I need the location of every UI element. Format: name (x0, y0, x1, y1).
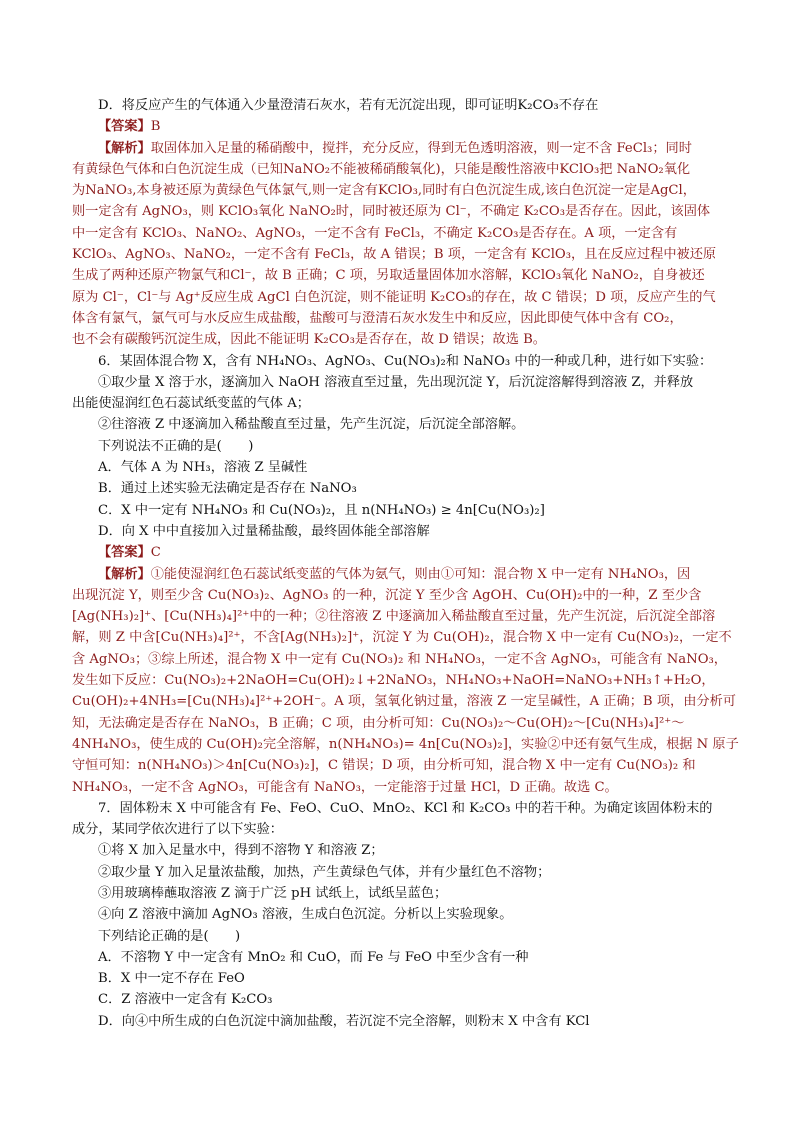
analysis-line: NH₄NO₃，一定不含 AgNO₃，可能含有 NaNO₃，一定能溶于过量 HCl，D 正确。故选 C。 (72, 779, 618, 795)
analysis-line: 体含有氯气，氯气可与水反应生成盐酸，盐酸可与澄清石灰水发生中和反应，因此即使气体中含有 CO₂， (72, 310, 683, 326)
question-line: ①取少量 X 溶于水，逐滴加入 NaOH 溶液直至过量，先出现沉淀 Y，后沉淀溶解得到溶液 Z，并释放 (98, 374, 694, 390)
analysis-line: 解，则 Z 中含[Cu(NH₃)₄]²⁺，不含[Ag(NH₃)₂]⁺，沉淀 Y 为 Cu(OH)₂，混合物 X 中一定有 Cu(NO₃)₂，一定不 (72, 630, 732, 646)
answer-value: C (150, 545, 161, 561)
document-page (72, 95, 739, 1032)
analysis-line: KClO₃、AgNO₃、NaNO₂，一定不含有 FeCl₃，故 A 错误；B 项，一定含有 KClO₃，且在反应过程中被还原 (72, 247, 717, 263)
analysis-line: 出现沉淀 Y，则至少含 Cu(NO₃)₂、AgNO₃ 的一种，沉淀 Y 至少含 AgOH、Cu(OH)₂中的一种，Z 至少含 (72, 587, 702, 603)
question-line: 下列说法不正确的是( ) (98, 438, 254, 454)
option-c: C．X 中一定有 NH₄NO₃ 和 Cu(NO₃)₂，且 n(NH₄NO₃) ≥ 4n[Cu(NO₃)₂] (98, 502, 545, 518)
q6-analysis (72, 564, 739, 798)
analysis-line (72, 138, 726, 159)
q7-options (72, 947, 726, 1032)
analysis-line: 原为 Cl⁻，Cl⁻与 Ag⁺反应生成 AgCl 白色沉淀，则不能证明 K₂CO₃的存在，故 C 错误；D 项，反应产生的气 (72, 289, 716, 305)
q5-analysis (72, 138, 726, 351)
option-b: B．通过上述实验无法确定是否存在 NaNO₃ (98, 481, 357, 497)
analysis-label: 【解析】 (98, 566, 151, 582)
question-line: ②取少量 Y 加入足量浓盐酸，加热，产生黄绿色气体，并有少量红色不溶物； (98, 864, 551, 880)
answer-label: 【答案】 (98, 119, 151, 135)
q5-answer (72, 116, 726, 137)
analysis-line: 发生如下反应：Cu(NO₃)₂+2NaOH=Cu(OH)₂↓+2NaNO₃，NH₄NO₃+NaOH=NaNO₃+NH₃↑+H₂O， (72, 673, 715, 689)
question-line: 6．某固体混合物 X，含有 NH₄NO₃、AgNO₃、Cu(NO₃)₂和 NaNO₃ 中的一种或几种，进行如下实验： (98, 353, 713, 369)
analysis-line: 生成了两种还原产物氯气和Cl⁻，故 B 正确；C 项，另取适量固体加水溶解，KClO₃氧化 NaNO₂，自身被还 (72, 268, 705, 284)
analysis-line: 为NaNO₃,本身被还原为黄绿色气体氯气,则一定含有KClO₃,同时有白色沉淀生成,该白色沉淀一定是AgCl， (72, 183, 696, 199)
question-line: 出能使湿润红色石蕊试纸变蓝的气体 A； (72, 396, 310, 412)
option-d: D．向④中所生成的白色沉淀中滴加盐酸，若沉淀不完全溶解，则粉末 X 中含有 KCl (98, 1013, 590, 1029)
analysis-line (72, 564, 726, 585)
option-c: C．Z 溶液中一定含有 K₂CO₃ (98, 992, 273, 1008)
analysis-text: 取固体加入足量的稀硝酸中，搅拌，充分反应，得到无色透明溶液，则一定不含 FeCl₃；同时 (150, 140, 692, 156)
analysis-line: 则一定含有 AgNO₃，则 KClO₃氧化 NaNO₂时，同时被还原为 Cl⁻，不确定 K₂CO₃是否存在。因此，该固体 (72, 204, 711, 220)
answer-label: 【答案】 (98, 545, 151, 561)
analysis-line: 4NH₄NO₃，使生成的 Cu(OH)₂完全溶解，n(NH₄NO₃)= 4n[Cu(NO₃)₂]，实验②中还有氨气生成，根据 N 原子 (72, 736, 739, 752)
option-b: B．X 中一定不存在 FeO (98, 971, 245, 987)
analysis-line: Cu(OH)₂+4NH₃=[Cu(NH₃)₄]²⁺+2OH⁻。A 项，氢氧化钠过量，溶液 Z 一定呈碱性，A 正确；B 项，由分析可 (72, 694, 736, 710)
analysis-line: 知，无法确定是否存在 NaNO₃，B 正确；C 项，由分析可知：Cu(NO₃)₂～Cu(OH)₂～[Cu(NH₃)₄]²⁺～ (72, 715, 685, 731)
option-a: A．不溶物 Y 中一定含有 MnO₂ 和 CuO，而 Fe 与 FeO 中至少含有一种 (98, 949, 529, 965)
question-line: 成分，某同学依次进行了以下实验： (72, 822, 283, 838)
analysis-line: 含 AgNO₃；③综上所述，混合物 X 中一定有 Cu(NO₃)₂ 和 NH₄NO₃，一定不含 AgNO₃，可能含有 NaNO₃， (72, 651, 727, 667)
question-line: ③用玻璃棒蘸取溶液 Z 滴于广泛 pH 试纸上，试纸呈蓝色； (98, 885, 448, 901)
question-line: ④向 Z 溶液中滴加 AgNO₃ 溶液，生成白色沉淀。分析以上实验现象。 (98, 907, 513, 923)
question-line: ②往溶液 Z 中逐滴加入稀盐酸直至过量，先产生沉淀，后沉淀全部溶解。 (98, 417, 525, 433)
analysis-label: 【解析】 (98, 140, 151, 156)
analysis-line: 守恒可知：n(NH₄NO₃)＞4n[Cu(NO₃)₂]，C 错误；D 项，由分析可知，混合物 X 中一定有 Cu(NO₃)₂ 和 (72, 758, 696, 774)
analysis-line: 也不会有碳酸钙沉淀生成，因此不能证明 K₂CO₃是否存在，故 D 错误；故选 B。 (72, 332, 546, 348)
option-a: A．气体 A 为 NH₃，溶液 Z 呈碱性 (98, 460, 308, 476)
q5-option-d: D．将反应产生的气体通入少量澄清石灰水，若有无沉淀出现，即可证明K₂CO₃不存在 (98, 98, 599, 113)
analysis-line: 中一定含有 KClO₃、NaNO₂、AgNO₃，一定不含有 FeCl₃，不确定 K₂CO₃是否存在。A 项，一定含有 (72, 225, 678, 241)
analysis-line: 有黄绿色气体和白色沉淀生成（已知NaNO₂不能被稀硝酸氧化)，只能是酸性溶液中KClO₃把 NaNO₂氧化 (72, 161, 691, 177)
q7-stem (72, 798, 726, 947)
answer-value: B (150, 119, 161, 135)
question-line: 7．固体粉末 X 中可能含有 Fe、FeO、CuO、MnO₂、KCl 和 K₂CO₃ 中的若干种。为确定该固体粉末的 (98, 800, 713, 816)
q6-answer (72, 542, 726, 563)
q6-options (72, 457, 726, 542)
question-line: ①将 X 加入足量水中，得到不溶物 Y 和溶液 Z； (98, 843, 384, 859)
q6-stem (72, 351, 726, 457)
analysis-line: [Ag(NH₃)₂]⁺、[Cu(NH₃)₄]²⁺中的一种；②往溶液 Z 中逐滴加入稀盐酸直至过量，先产生沉淀，后沉淀全部溶 (72, 609, 716, 625)
analysis-text: ①能使湿润红色石蕊试纸变蓝的气体为氨气，则由①可知：混合物 X 中一定有 NH₄NO₃，因 (150, 566, 691, 582)
question-line: 下列结论正确的是( ) (98, 928, 241, 944)
option-d: D．向 X 中中直接加入过量稀盐酸，最终固体能全部溶解 (98, 523, 430, 539)
